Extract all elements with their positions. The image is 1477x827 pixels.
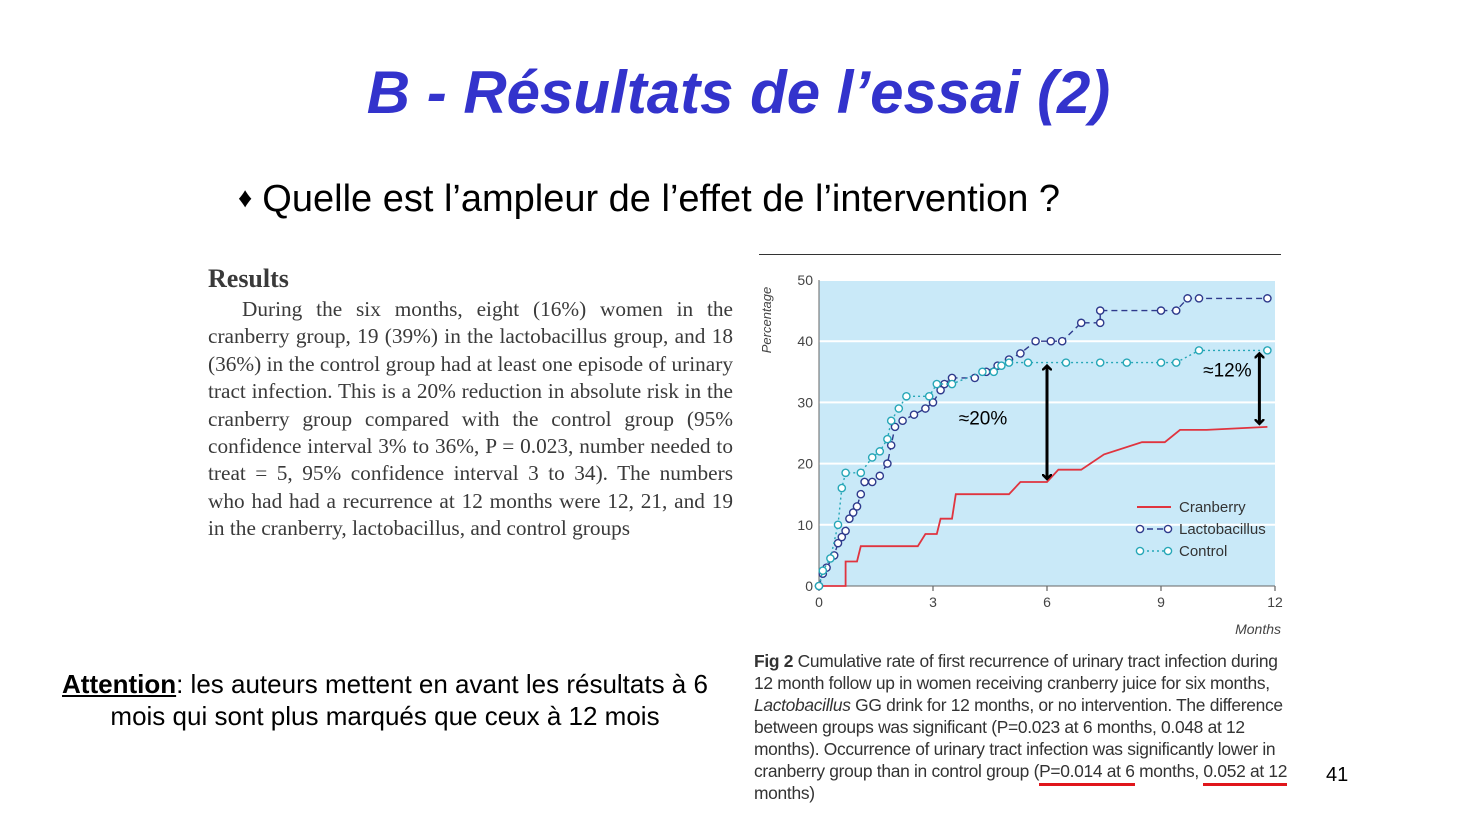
results-excerpt (208, 264, 733, 543)
data-point-control (869, 454, 876, 461)
y-axis-label: Percentage (759, 286, 774, 354)
bullet-text: Quelle est l’ampleur de l’effet de l’intervention ? (262, 178, 1061, 220)
data-point-control (1062, 359, 1069, 366)
figure-caption (754, 650, 1294, 804)
data-point-lactobacillus (1097, 319, 1104, 326)
data-point-lactobacillus (1078, 319, 1085, 326)
data-point-lactobacillus (899, 417, 906, 424)
results-paragraph: During the six months, eight (16%) women in the cranberry group, 19 (39%) in the lactobacillus group, and 18 (36%) in the control group had at least one episode of urinary tract infection. This is a 20% reduction in absolute risk in the cranberry group compared with the control group (95% confidence interval 3% to 36%, P = 0.023, number needed to treat = 5, 95% confidence interval 3 to 34). The numbers who had had a recurrence at 12 months were 12, 21, and 19 in the cranberry, lactobacillus, and control groups (208, 297, 733, 541)
red-underline-6-months (1039, 783, 1135, 786)
data-point-lactobacillus (1184, 295, 1191, 302)
y-tick-label: 30 (797, 394, 813, 411)
data-point-lactobacillus (861, 478, 868, 485)
y-tick-label: 0 (805, 578, 813, 594)
data-point-control (1097, 359, 1104, 366)
caption-part3: months, (1134, 761, 1204, 781)
caption-italic: Lactobacillus (754, 695, 851, 715)
caption-part4: months) (754, 783, 815, 803)
data-point-control (1123, 359, 1130, 366)
x-tick-label: 6 (1043, 594, 1051, 610)
data-point-control (834, 521, 841, 528)
legend-marker-control (1136, 547, 1143, 554)
data-point-lactobacillus (910, 411, 917, 418)
diamond-bullet-icon: ♦ (238, 182, 253, 213)
data-point-lactobacillus (1017, 350, 1024, 357)
data-point-control (990, 368, 997, 375)
slide-title: B - Résultats de l’essai (2) (366, 59, 1111, 126)
x-tick-label: 9 (1157, 594, 1165, 610)
data-point-control (827, 555, 834, 562)
data-point-control (979, 368, 986, 375)
data-point-control (933, 380, 940, 387)
bullet-question (238, 178, 1060, 221)
attention-label: Attention (62, 669, 177, 699)
data-point-control (1264, 347, 1271, 354)
data-point-lactobacillus (857, 491, 864, 498)
data-point-lactobacillus (876, 472, 883, 479)
caption-highlight-6-months: P=0.014 at 6 (1039, 761, 1135, 781)
x-axis-label: Months (1235, 621, 1281, 637)
legend-label-control: Control (1179, 543, 1228, 560)
difference-label: ≈12% (1203, 360, 1252, 382)
data-point-lactobacillus (1173, 307, 1180, 314)
data-point-lactobacillus (1097, 307, 1104, 314)
caption-part1: Cumulative rate of first recurrence of urinary tract infection during 12 month follow up in women receiving cranberry juice for six months, (754, 651, 1278, 693)
recurrence-chart (755, 262, 1290, 647)
difference-label: ≈20% (958, 408, 1008, 430)
caption-fig-label: Fig 2 (754, 651, 794, 671)
data-point-control (1157, 359, 1164, 366)
data-point-control (998, 362, 1005, 369)
data-point-control (857, 469, 864, 476)
caption-highlight-12-months: 0.052 at 12 (1203, 761, 1288, 781)
data-point-lactobacillus (1264, 295, 1271, 302)
data-point-lactobacillus (1195, 295, 1202, 302)
data-point-lactobacillus (869, 478, 876, 485)
legend-marker-lactobacillus (1164, 525, 1171, 532)
data-point-control (948, 380, 955, 387)
results-heading: Results (208, 264, 289, 293)
legend-marker-control (1164, 547, 1171, 554)
data-point-control (838, 484, 845, 491)
data-point-control (926, 393, 933, 400)
data-point-control (842, 469, 849, 476)
data-point-lactobacillus (922, 405, 929, 412)
attention-note (40, 668, 730, 732)
data-point-lactobacillus (1157, 307, 1164, 314)
x-tick-label: 12 (1267, 594, 1283, 610)
figure-top-rule (759, 254, 1281, 255)
page-number: 41 (1326, 764, 1349, 786)
legend-label-lactobacillus: Lactobacillus (1179, 521, 1266, 538)
data-point-lactobacillus (853, 503, 860, 510)
data-point-control (895, 405, 902, 412)
data-point-lactobacillus (1047, 338, 1054, 345)
y-tick-label: 20 (797, 455, 813, 472)
data-point-lactobacillus (1059, 338, 1066, 345)
data-point-control (876, 448, 883, 455)
attention-text: : les auteurs mettent en avant les résultats à 6 mois qui sont plus marqués que ceux à 12 mois (110, 669, 708, 731)
data-point-control (1173, 359, 1180, 366)
red-underline-12-months (1203, 783, 1287, 786)
x-tick-label: 0 (815, 594, 823, 610)
data-point-lactobacillus (842, 527, 849, 534)
data-point-lactobacillus (884, 460, 891, 467)
caption-part2: GG drink for 12 months, or no intervention. The difference between groups was significant (P=0.023 at 6 months, 0.048 at 12 months). Occurrence of urinary tract infection was significantly lower in cranberry group than in control group ( (754, 695, 1283, 781)
x-tick-label: 3 (929, 594, 937, 610)
data-point-control (1195, 347, 1202, 354)
legend-label-cranberry: Cranberry (1179, 499, 1246, 516)
data-point-control (819, 567, 826, 574)
data-point-control (903, 393, 910, 400)
data-point-control (888, 417, 895, 424)
data-point-control (884, 436, 891, 443)
legend-marker-lactobacillus (1136, 525, 1143, 532)
y-tick-label: 50 (797, 272, 813, 288)
data-point-control (1024, 359, 1031, 366)
data-point-control (1005, 359, 1012, 366)
y-tick-label: 40 (797, 333, 813, 350)
y-tick-label: 10 (797, 516, 813, 533)
data-point-lactobacillus (1032, 338, 1039, 345)
data-point-control (815, 582, 822, 589)
